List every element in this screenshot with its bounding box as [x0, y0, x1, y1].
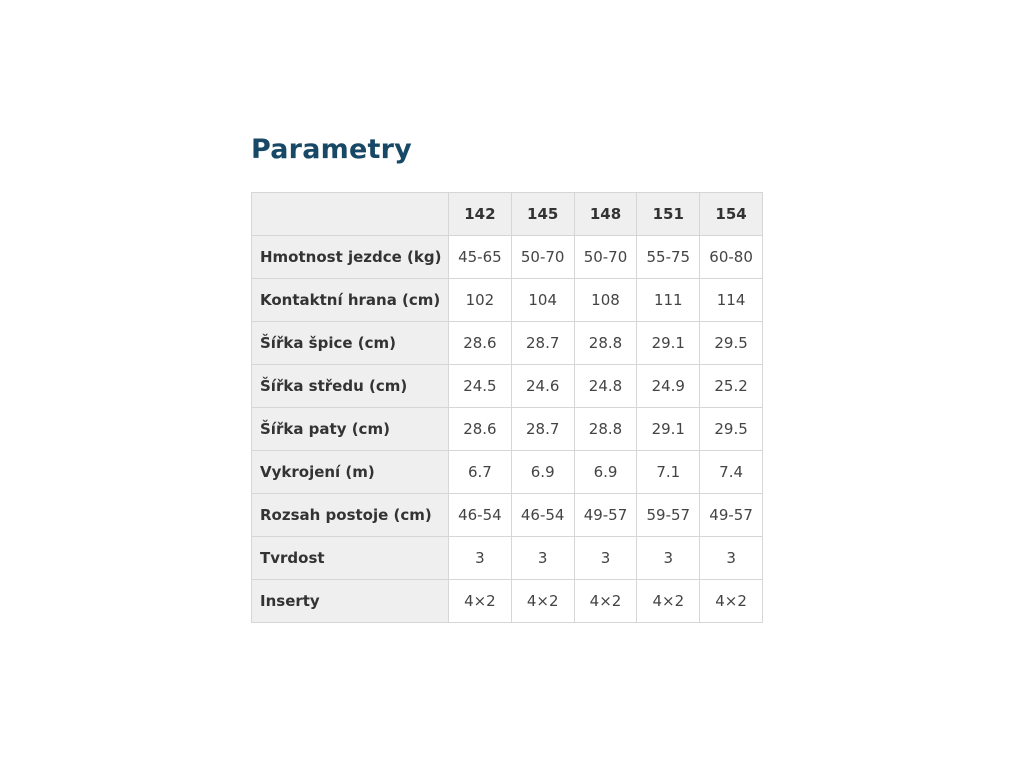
table-cell: 24.5 — [449, 365, 512, 408]
row-label: Vykrojení (m) — [252, 451, 449, 494]
row-label: Inserty — [252, 580, 449, 623]
table-cell: 28.8 — [574, 408, 637, 451]
table-cell: 6.7 — [449, 451, 512, 494]
table-cell: 102 — [449, 279, 512, 322]
table-cell: 55-75 — [637, 236, 700, 279]
table-header-row — [252, 193, 763, 236]
parameters-table — [251, 192, 763, 623]
table-cell: 3 — [511, 537, 574, 580]
table-row — [252, 537, 763, 580]
table-cell: 49-57 — [700, 494, 763, 537]
table-cell: 111 — [637, 279, 700, 322]
table-cell: 3 — [574, 537, 637, 580]
table-cell: 29.1 — [637, 408, 700, 451]
table-row — [252, 236, 763, 279]
table-cell: 29.5 — [700, 322, 763, 365]
table-cell: 29.5 — [700, 408, 763, 451]
table-cell: 46-54 — [511, 494, 574, 537]
table-row — [252, 279, 763, 322]
table-cell: 59-57 — [637, 494, 700, 537]
row-label: Hmotnost jezdce (kg) — [252, 236, 449, 279]
table-cell: 3 — [700, 537, 763, 580]
column-header: 148 — [574, 193, 637, 236]
table-cell: 4×2 — [511, 580, 574, 623]
table-cell: 104 — [511, 279, 574, 322]
table-cell: 6.9 — [574, 451, 637, 494]
table-row — [252, 451, 763, 494]
table-cell: 45-65 — [449, 236, 512, 279]
table-cell: 28.6 — [449, 408, 512, 451]
table-cell: 4×2 — [637, 580, 700, 623]
row-label: Kontaktní hrana (cm) — [252, 279, 449, 322]
table-cell: 24.9 — [637, 365, 700, 408]
table-cell: 3 — [637, 537, 700, 580]
table-cell: 4×2 — [449, 580, 512, 623]
page-title: Parametry — [251, 134, 412, 165]
column-header: 142 — [449, 193, 512, 236]
table-cell: 46-54 — [449, 494, 512, 537]
table-row — [252, 365, 763, 408]
table-cell: 3 — [449, 537, 512, 580]
table-cell: 24.6 — [511, 365, 574, 408]
table-cell: 6.9 — [511, 451, 574, 494]
table-cell: 28.8 — [574, 322, 637, 365]
column-header: 154 — [700, 193, 763, 236]
table-cell: 4×2 — [574, 580, 637, 623]
table-cell: 29.1 — [637, 322, 700, 365]
row-label: Šířka středu (cm) — [252, 365, 449, 408]
table-row — [252, 408, 763, 451]
table-cell: 4×2 — [700, 580, 763, 623]
table-cell: 114 — [700, 279, 763, 322]
column-header: 145 — [511, 193, 574, 236]
table-cell: 7.1 — [637, 451, 700, 494]
table-cell: 24.8 — [574, 365, 637, 408]
table-cell: 7.4 — [700, 451, 763, 494]
table-cell: 28.7 — [511, 322, 574, 365]
column-header: 151 — [637, 193, 700, 236]
table-cell: 50-70 — [511, 236, 574, 279]
row-label: Šířka paty (cm) — [252, 408, 449, 451]
table-cell: 25.2 — [700, 365, 763, 408]
row-label: Rozsah postoje (cm) — [252, 494, 449, 537]
table-row — [252, 494, 763, 537]
table-cell: 50-70 — [574, 236, 637, 279]
table-row — [252, 322, 763, 365]
table-cell: 108 — [574, 279, 637, 322]
table-corner-cell — [252, 193, 449, 236]
row-label: Šířka špice (cm) — [252, 322, 449, 365]
table-cell: 60-80 — [700, 236, 763, 279]
table-cell: 49-57 — [574, 494, 637, 537]
row-label: Tvrdost — [252, 537, 449, 580]
table-row — [252, 580, 763, 623]
table-cell: 28.7 — [511, 408, 574, 451]
table-cell: 28.6 — [449, 322, 512, 365]
